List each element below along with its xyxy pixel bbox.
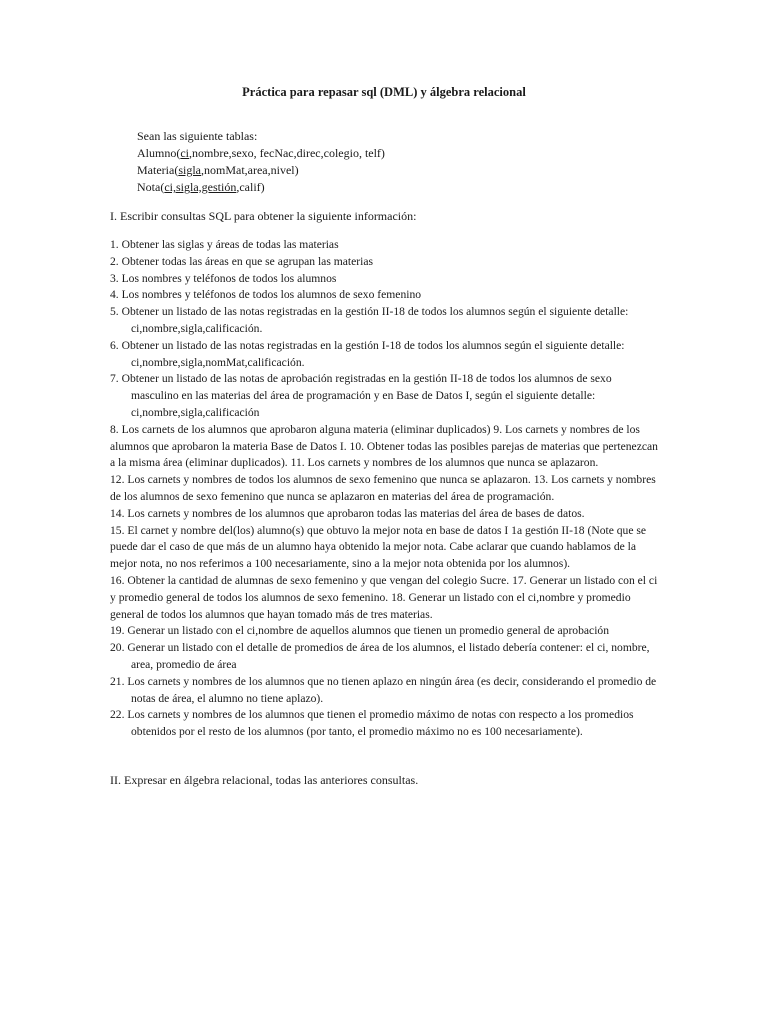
- list-item: 4. Los nombres y teléfonos de todos los alumnos de sexo femenino: [110, 288, 422, 302]
- table-attributes: ,calif): [236, 180, 265, 194]
- list-item: 19. Generar un listado con el ci,nombre de aquellos alumnos que tienen un promedio general de aprobación: [110, 624, 610, 638]
- list-item: 20. Generar un listado con el detalle de promedios de área de los alumnos, el listado debería contener: el ci, nombre, area, promedio de área: [110, 641, 650, 671]
- table-nota: [137, 179, 385, 196]
- table-keys: ci,sigla,gestión: [164, 180, 237, 194]
- list-item: 21. Los carnets y nombres de los alumnos que no tienen aplazo en ningún área (es decir, considerando el promedio de notas de área, el alumno no tiene aplazo).: [110, 674, 657, 705]
- tables-intro: Sean las siguiente tablas:: [137, 129, 258, 143]
- list-paragraph: 12. Los carnets y nombres de todos los alumnos de sexo femenino que nunca se aplazaron. 13. Los carnets y nombres de los alumnos de sexo femenino que nunca se aplazaron en materias del área de programación.: [110, 473, 656, 503]
- table-name: Alumno(: [137, 146, 181, 160]
- list-item: 2. Obtener todas las áreas en que se agrupan las materias: [110, 254, 374, 268]
- list-paragraph: 16. Obtener la cantidad de alumnas de sexo femenino y que vengan del colegio Sucre. 17. Generar un listado con el ci y promedio general de todos los alumnos de sexo femenino. 18. Generar un listado con el ci,nombre y promedio general de todos los alumnos que hayan tomado más de tres materias.: [110, 573, 658, 621]
- list-item: 1. Obtener las siglas y áreas de todas las materias: [110, 238, 339, 251]
- table-alumno: [137, 145, 385, 162]
- table-attributes: ,nomMat,area,nivel): [200, 163, 299, 177]
- list-item: 3. Los nombres y teléfonos de todos los alumnos: [110, 271, 337, 285]
- section-heading-algebra: II. Expresar en álgebra relacional, todas las anteriores consultas.: [110, 773, 419, 787]
- table-materia: [137, 162, 385, 179]
- exercise-list: [110, 237, 658, 741]
- section-heading-sql: I. Escribir consultas SQL para obtener la siguiente información:: [110, 209, 417, 223]
- list-paragraph: 15. El carnet y nombre del(los) alumno(s) que obtuvo la mejor nota en base de datos I 1a gestión II-18 (Note que se puede dar el caso de que más de un alumno haya obtenido la mejor nota. Cabe aclarar que cuando hablamos de la mejor nota, no nos referimos a 100 necesariamente, sino a la mejor nota obtenida por los alumnos).: [110, 523, 647, 571]
- list-item: 7. Obtener un listado de las notas de aprobación registradas en la gestión II-18 de todos los alumnos de sexo masculino en las materias del área de programación y en Base de Datos I, según el siguiente detalle: ci,nombre,sigla,calificación: [110, 372, 612, 419]
- table-keys: sigla: [178, 163, 201, 177]
- list-item: 22. Los carnets y nombres de los alumnos que tienen el promedio máximo de notas con respecto a los promedios obtenidos por el resto de los alumnos (por tanto, el promedio máximo no es 100 necesariamente).: [110, 708, 634, 739]
- table-attributes: ,nombre,sexo, fecNac,direc,colegio, telf): [189, 146, 385, 160]
- table-name: Materia(: [137, 163, 179, 177]
- document-title: Práctica para repasar sql (DML) y álgebra relacional: [242, 85, 526, 99]
- table-name: Nota(: [137, 180, 165, 194]
- list-item: 6. Obtener un listado de las notas registradas en la gestión I-18 de todos los alumnos según el siguiente detalle: ci,nombre,sigla,nomMat,calificación.: [110, 338, 625, 369]
- list-paragraph: 14. Los carnets y nombres de los alumnos que aprobaron todas las materias del área de bases de datos.: [110, 506, 585, 520]
- list-item: 5. Obtener un listado de las notas registradas en la gestión II-18 de todos los alumnos según el siguiente detalle: ci,nombre,sigla,calificación.: [110, 305, 629, 335]
- table-keys: ci: [180, 146, 190, 160]
- list-paragraph: 8. Los carnets de los alumnos que aprobaron alguna materia (eliminar duplicados) 9. Los carnets y nombres de los alumnos que aprobaron la materia Base de Datos I. 10. Obtener todas las posibles parejas de materias que pertenezcan a la misma área (eliminar duplicados). 11. Los carnets y nombres de los alumnos que nunca se aplazaron.: [110, 422, 658, 470]
- tables-definition: [137, 128, 385, 196]
